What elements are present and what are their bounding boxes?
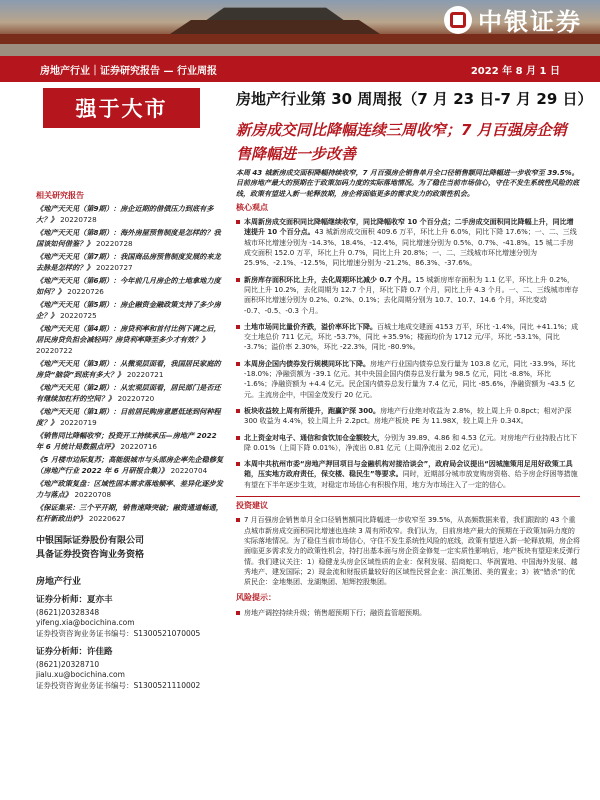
bullet-body: 分别为 39.89、4.86 和 4.53 亿元。对房地产行业持股占比下降 0.01%（上周下降 0.01%），净流出 0.81 亿元（上周净流出 2.02 亿元）。 bbox=[244, 433, 578, 452]
analyst-role: 证券分析师：夏亦丰 bbox=[36, 595, 113, 605]
related-report-date: 20220722 bbox=[36, 346, 73, 355]
core-bullet bbox=[236, 275, 580, 316]
sector-label: 房地产行业 bbox=[36, 577, 82, 587]
bullet-lead: 本周房企国内债券发行规模同环比下降。 bbox=[244, 359, 370, 368]
left-column bbox=[36, 190, 226, 691]
main-column bbox=[236, 168, 580, 624]
risk-section bbox=[236, 593, 580, 618]
related-report-item bbox=[36, 251, 226, 273]
related-report-date: 20220720 bbox=[117, 394, 155, 403]
bullet-text bbox=[244, 359, 580, 400]
related-report-item bbox=[36, 323, 226, 356]
invest-text: 7 月百强房企销售单月全口径销售额同比降幅进一步收窄至 39.5%，从高频数据来看，我们跟踪的 43 个重点城市新房成交面积同比增速也连续 3 周有所收窄。我们认为，目前房地产最大的预期在于政策加码力度的实际落地情况。为了稳住当前市场信心，守住不发生系统性风险的底线，政策有望进入新一轮释放期，房企将面临更多需求发力的政策性机会，持打出基本面与房企资金修复一定实质性影响后，地产板块有望迎来反弹行情。我们建议关注：1）稳健龙头房企区域性质的企业：保利发展、招商蛇口、华润置地、中国海外发展、越秀地产、建发国际；2）现金流和财报质量较好的区域性民营企业：滨江集团、美的置业；3）被“错杀”的优质民企：金地集团、龙湖集团、旭辉控股集团。 bbox=[244, 516, 580, 587]
risk-bullet bbox=[236, 608, 580, 618]
related-report-item bbox=[36, 502, 226, 524]
bullet-lead: 新房库存面积环比上升，去化周期环比减少 0.7 个月。 bbox=[244, 275, 416, 284]
invest-section bbox=[236, 496, 580, 587]
analyst-list bbox=[36, 595, 226, 691]
bullet-body: 房地产行业绝对收益为 2.8%，较上周上升 0.8pct；相对沪深 300 收益为 4.4%，较上周上升 2.2pct。房地产板块 PE 为 11.98X，较上周上升 0.34X。 bbox=[244, 406, 572, 426]
related-report-title: 《地产政策复盘：区域性固本需求落地频率、差异化逐步发力与落点》 bbox=[36, 479, 223, 499]
core-bullet bbox=[236, 322, 580, 353]
related-heading: 相关研究报告 bbox=[36, 191, 84, 200]
related-report-item bbox=[36, 478, 226, 500]
firm-name: 中银国际证券股份有限公司 bbox=[36, 536, 145, 546]
bullet-marker bbox=[236, 325, 240, 329]
related-report-item bbox=[36, 382, 226, 404]
bullet-marker bbox=[236, 409, 240, 413]
bullet-lead: 北上资金对电子、通信和食饮加仓金额较大， bbox=[244, 433, 384, 442]
bullet-lead: 本周中共杭州市委“房地产押回项目与金融机构对接洽谈会”，政府局会议提出“因城施策用足用好政策工具箱，压实地方政府责任，保交楼、稳民生”等要求。 bbox=[244, 460, 573, 479]
related-report-date: 20220728 bbox=[60, 215, 97, 224]
invest-bullet bbox=[236, 515, 580, 587]
bullet-marker bbox=[236, 462, 240, 466]
related-report-item bbox=[36, 275, 226, 297]
bullet-lead: 土地市场同比量价齐跌，溢价率环比下降。 bbox=[244, 322, 377, 331]
related-report-title: 《销售同比降幅收窄；投资开工持续承压—房地产 2022 年 6 月统计局数据点评》 bbox=[36, 431, 217, 451]
bullet-marker bbox=[236, 278, 240, 282]
related-report-title: 《地产天天见（第3期）：从微观层面看，我国居民家庭的房贷“脑袋”到底有多大？》 bbox=[36, 359, 221, 379]
bullet-body: 43 城新房成交面积 409.6 万平，环比上升 6.0%，同比下降 17.6%；一、二、三线城市环比增速分别为 -14.3%、18.4%、-12.4%，同比增速分别为 0.5%、0.7%、-41.8%。15 城二手房成交面积 152.0 万平，环比上升 0.7%，同比上升 20.8%；一、二、三线城市环比增速分别为 25.9%、-2.1%、-12.5%，同比增速分别为 -21.2%、86.3%、-37.6%。 bbox=[244, 228, 577, 268]
category-bar bbox=[0, 56, 600, 82]
related-report-date: 20220721 bbox=[126, 370, 164, 379]
bullet-body: 同时，近期部分城市放宽购房资格、给予房企纾困等措施有望在下半年逐步生效，对稳定市场信心有积极作用，地方为市场注入了一定的信心。 bbox=[244, 470, 578, 489]
boc-logo-icon bbox=[444, 6, 472, 34]
analyst-email[interactable]: yifeng.xia@bocichina.com bbox=[36, 618, 135, 627]
firm-info bbox=[36, 534, 226, 562]
palace-roof-lower bbox=[170, 20, 380, 34]
analyst-phone: (8621)20328710 bbox=[36, 659, 100, 669]
report-date: 2022 年 8 月 1 日 bbox=[470, 65, 560, 77]
risk-heading: 风险提示： bbox=[236, 593, 276, 603]
bullet-body: 百城土地成交建面 4153 万平，环比 -1.4%，同比 +41.1%；成交土地总价 711 亿元，环比 -53.7%，同比 +35.9%；楼面均价为 1712 元/平，环比 -53.1%，同比 -3.7%；溢价率 2.30%，环比 -22.3%，同比 -80.9%。 bbox=[244, 322, 579, 352]
invest-heading: 投资建议 bbox=[236, 501, 268, 511]
core-heading: 核心观点 bbox=[236, 202, 268, 212]
related-report-title: 《地产天天见（第7期）：我国商品房预售制度发展的来龙去脉是怎样的？》 bbox=[36, 252, 221, 272]
rating-badge: 强于大市 bbox=[43, 88, 200, 128]
logo-text: 中银证券 bbox=[478, 8, 582, 36]
analyst-card bbox=[36, 595, 226, 639]
related-report-date: 20220725 bbox=[60, 311, 97, 320]
related-report-item bbox=[36, 430, 226, 452]
palace-ground bbox=[0, 44, 600, 56]
related-report-item bbox=[36, 227, 226, 249]
related-report-title: 《地产天天见（第1期）：目前居民购房意愿低迷到何种程度？》 bbox=[36, 407, 221, 427]
header-banner bbox=[0, 0, 600, 56]
related-report-title: 《地产天天见（第8期）：海外房屋预售制度是怎样的？我国该如何借鉴？》 bbox=[36, 228, 221, 248]
bullet-marker bbox=[236, 518, 240, 522]
bullet-lead: 本周新房成交面积同比降幅继续收窄，同比降幅收窄 10 个百分点；二手房成交面积同比降幅上升，同比增速提升 10 个百分点。 bbox=[244, 218, 574, 237]
related-report-date: 20220708 bbox=[74, 490, 112, 499]
bullet-marker bbox=[236, 436, 240, 440]
core-bullet bbox=[236, 359, 580, 400]
related-report-title: 《保证集采：三个平开期，销售速降突破；融资通道畅通，杠杆新政出炉》 bbox=[36, 503, 223, 523]
related-report-item bbox=[36, 358, 226, 380]
bullet-text bbox=[244, 406, 580, 427]
bullet-text bbox=[244, 217, 580, 268]
analyst-card bbox=[36, 647, 226, 691]
bullet-text bbox=[244, 433, 580, 454]
report-title: 房地产行业第 30 周周报（7 月 23 日-7 月 29 日） bbox=[236, 90, 593, 108]
analyst-cert: 证券投资咨询业务证书编号：S1300521110002 bbox=[36, 680, 201, 690]
core-bullet bbox=[236, 217, 580, 268]
related-report-item bbox=[36, 406, 226, 428]
related-report-title: 《地产天天见（第5期）：房企融资金融政策支持了多少房企？》 bbox=[36, 300, 221, 320]
bullet-marker bbox=[236, 611, 240, 615]
core-bullet bbox=[236, 459, 580, 490]
bullet-marker bbox=[236, 362, 240, 366]
related-report-item bbox=[36, 203, 226, 225]
related-report-title: 《地产天天见（第6期）：今年前几月房企的土地拿地力度如何？》 bbox=[36, 276, 221, 296]
related-report-item bbox=[36, 299, 226, 321]
core-bullet bbox=[236, 433, 580, 454]
related-report-date: 20220726 bbox=[67, 287, 104, 296]
risk-text: 房地产调控持续升级；销售超预期下行；融资监管超预期。 bbox=[244, 608, 426, 617]
core-bullet bbox=[236, 406, 580, 427]
bullet-marker bbox=[236, 220, 240, 224]
firm-qualification: 具备证券投资咨询业务资格 bbox=[36, 550, 145, 560]
summary-text: 本周 43 城新房成交面积降幅持续收窄，7 月百强房企销售单月全口径销售额同比降幅进一步收窄至 39.5%。目前房地产最大的预期在于政策加码力度的实际落地情况。为了稳住当前市场信心，守住不发生系统性风险的底线，政策有望进入新一轮释放期，房企将面临更多的需求发力的政策性机会。 bbox=[236, 169, 579, 198]
related-report-title: 《地产天天见（第4期）：房贷利率和首付比例下调之后，居民房贷负担会减轻吗？房贷利率降至多少才有效？》 bbox=[36, 324, 221, 344]
related-report-date: 20220728 bbox=[96, 239, 133, 248]
related-report-title: 《地产天天见（第9期）：房企近期的借债压力到底有多大？》 bbox=[36, 204, 214, 224]
related-report-title: 《5 月楼市边际复苏；高能级城市与头部房企率先企稳修复（房地产行业 2022 年 6 月研报合集）》 bbox=[36, 455, 224, 475]
report-subtitle: 新房成交同比降幅连续三周收窄；7 月百强房企销售降幅进一步改善 bbox=[236, 121, 567, 163]
report-category: 房地产行业｜证券研究报告 — 行业周报 bbox=[40, 65, 217, 77]
related-report-date: 20220716 bbox=[120, 442, 157, 451]
palace-roof bbox=[190, 4, 360, 22]
related-report-date: 20220704 bbox=[170, 466, 208, 475]
related-report-item bbox=[36, 454, 226, 476]
analyst-email[interactable]: jialu.xu@bocichina.com bbox=[36, 670, 125, 679]
bullet-body: 15 城新房库存面积为 1.1 亿平，环比上升 0.2%，同比上升 10.2%，去化周期为 12.7 个月，环比下降 0.7 个月，同比上升 4.3 个月。一、二、三线城市库存面积环比增速分别为 0.2%、0.2%、0.1%；去化周期分别为 10.7、10.7、14.6 个月，环比变动 -0.7、-0.5、-0.3 个月。 bbox=[244, 275, 579, 315]
related-report-date: 20220627 bbox=[88, 514, 126, 523]
bullet-text bbox=[244, 275, 580, 316]
related-list bbox=[36, 203, 226, 524]
company-logo bbox=[444, 2, 582, 37]
analyst-phone: (8621)20328348 bbox=[36, 607, 100, 617]
bullet-text bbox=[244, 459, 580, 490]
related-report-title: 《地产天天见（第2期）：从宏观层面看，居民部门是否还有继续加杠杆的空间？》 bbox=[36, 383, 221, 403]
bullet-lead: 板块收益较上周有所提升，跑赢沪深 300。 bbox=[244, 406, 381, 415]
analyst-cert: 证券投资咨询业务证书编号：S1300521070005 bbox=[36, 628, 201, 638]
bullet-body: 房地产行业国内债券总发行量为 103.8 亿元，同比 -33.9%，环比 -18.0%；净融资额为 -39.1 亿元。其中央国企国内债券总发行量为 98.5 亿元，同比 -8.8%，环比 -1.6%；净融资额为 +4.4 亿元。民企国内债券总发行量为 7.4 亿元，同比 -85.6%，净融资额为 -43.5 亿元。主流房企中，中国金茂发行 20 亿元。 bbox=[244, 359, 576, 399]
bullet-list bbox=[236, 217, 580, 490]
related-report-date: 20220719 bbox=[60, 418, 97, 427]
related-report-date: 20220727 bbox=[96, 263, 133, 272]
bullet-text bbox=[244, 322, 580, 353]
analyst-role: 证券分析师：许佳路 bbox=[36, 647, 113, 657]
